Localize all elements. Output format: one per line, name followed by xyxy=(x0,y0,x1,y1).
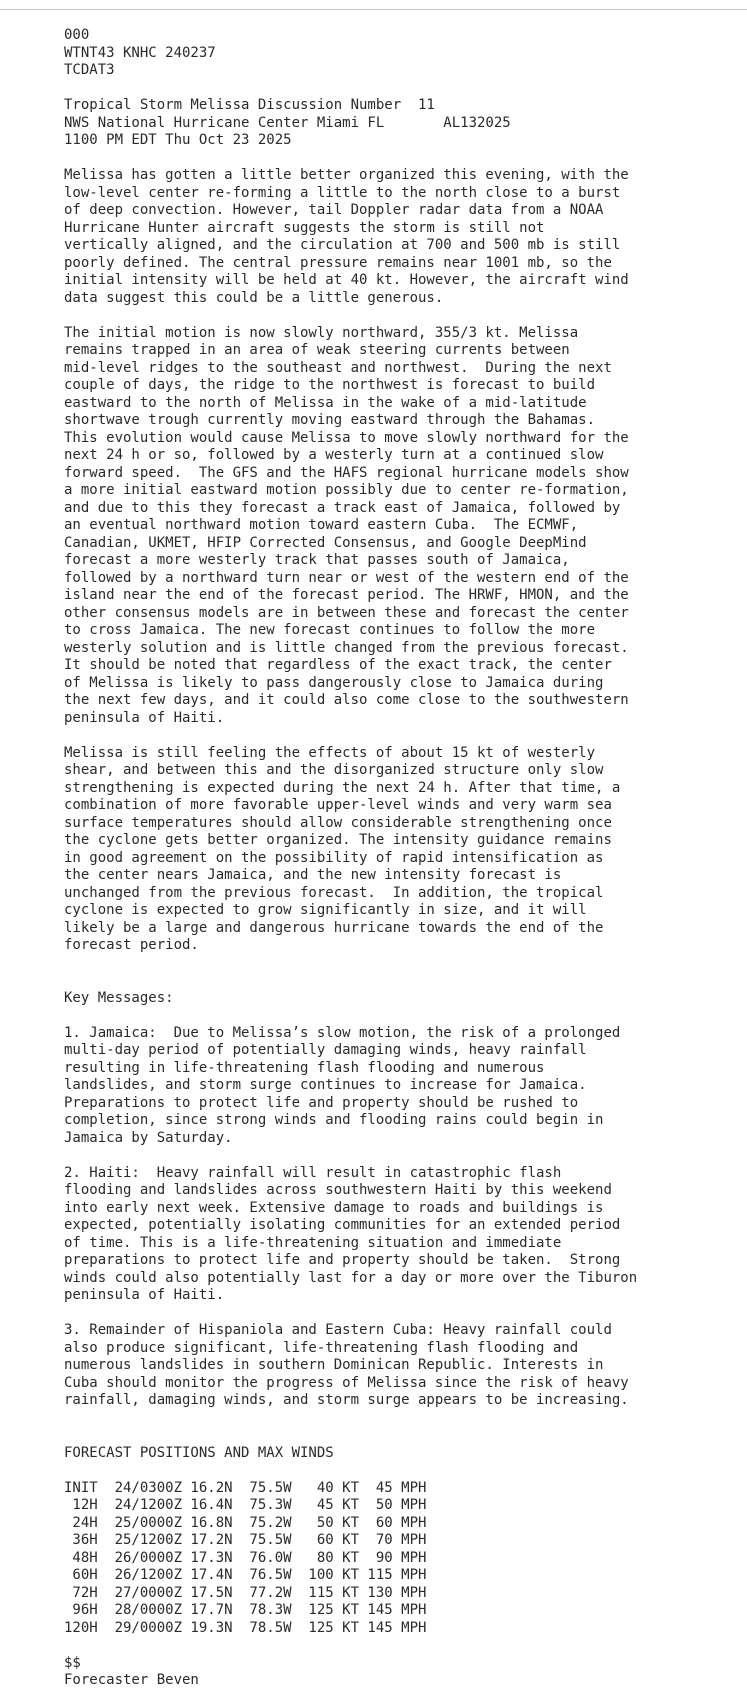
text-line: NWS National Hurricane Center Miami FL AL132025 xyxy=(64,114,511,131)
text-line: completion, since strong winds and flooding rains could begin in xyxy=(64,1112,604,1128)
blank-line xyxy=(64,1007,744,1025)
text-line: flooding and landslides across southwestern Haiti by this weekend xyxy=(64,1182,612,1198)
text-line: It should be noted that regardless of the exact track, the center xyxy=(64,657,612,673)
text-line: unchanged from the previous forecast. In addition, the tropical xyxy=(64,884,604,901)
blank-line xyxy=(64,727,744,745)
text-line: INIT 24/0300Z 16.2N 75.5W 40 KT 45 MPH xyxy=(64,1479,427,1496)
text-line: 60H 26/1200Z 17.4N 76.5W 100 KT 115 MPH xyxy=(64,1567,427,1583)
text-line: 72H 27/0000Z 17.5N 77.2W 115 KT 130 MPH xyxy=(64,1584,427,1601)
text-line: TCDAT3 xyxy=(64,62,115,78)
text-line: Preparations to protect life and property should be rushed to xyxy=(64,1094,579,1111)
text-line: westerly solution and is little changed from the previous forecast. xyxy=(64,639,629,656)
text-line: couple of days, the ridge to the northwest is forecast to build xyxy=(64,377,596,393)
text-line: initial intensity will be held at 40 kt. However, the aircraft wind xyxy=(64,272,629,288)
text-line: likely be a large and dangerous hurricane towards the end of the xyxy=(64,919,604,936)
text-line: shortwave trough currently moving eastward through the Bahamas. xyxy=(64,412,596,428)
text-line: FORECAST POSITIONS AND MAX WINDS xyxy=(64,1444,334,1461)
text-line: also produce significant, life-threatening flash flooding and xyxy=(64,1339,579,1356)
text-line: the next few days, and it could also come close to the southwestern xyxy=(64,692,629,708)
text-line: 12H 24/1200Z 16.4N 75.3W 45 KT 50 MPH xyxy=(64,1497,427,1513)
text-line: poorly defined. The central pressure remains near 1001 mb, so the xyxy=(64,254,612,271)
text-line: winds could also potentially last for a day or more over the Tiburon xyxy=(64,1269,638,1286)
text-line: The initial motion is now slowly northward, 355/3 kt. Melissa xyxy=(64,324,579,341)
text-line: Melissa has gotten a little better organized this evening, with the xyxy=(64,167,629,183)
text-line: of Melissa is likely to pass dangerously close to Jamaica during xyxy=(64,674,604,691)
text-line: peninsula of Haiti. xyxy=(64,1287,225,1303)
text-line: Melissa is still feeling the effects of about 15 kt of westerly xyxy=(64,744,596,761)
blank-line xyxy=(64,1305,744,1323)
text-line: This evolution would cause Melissa to move slowly northward for the xyxy=(64,429,629,446)
text-line: 120H 29/0000Z 19.3N 78.5W 125 KT 145 MPH xyxy=(64,1619,427,1636)
text-line: resulting in life-threatening flash flooding and numerous xyxy=(64,1059,545,1076)
text-line: 2. Haiti: Heavy rainfall will result in catastrophic flash xyxy=(64,1164,562,1181)
text-line: into early next week. Extensive damage to roads and buildings is xyxy=(64,1199,604,1216)
text-line: eastward to the north of Melissa in the wake of a mid-latitude xyxy=(64,394,587,411)
blank-line xyxy=(64,955,744,973)
discussion-text xyxy=(64,27,744,1690)
text-line: 48H 26/0000Z 17.3N 76.0W 80 KT 90 MPH xyxy=(64,1549,427,1566)
text-line: island near the end of the forecast period. The HRWF, HMON, and the xyxy=(64,587,629,603)
text-line: $$ xyxy=(64,1654,81,1671)
text-line: 000 xyxy=(64,27,90,43)
text-line: Key Messages: xyxy=(64,989,174,1006)
text-line: the cyclone gets better organized. The intensity guidance remains xyxy=(64,832,612,848)
text-line: and due to this they forecast a track east of Jamaica, followed by xyxy=(64,499,621,516)
text-line: Cuba should monitor the progress of Melissa since the risk of heavy xyxy=(64,1374,629,1391)
text-line: a more initial eastward motion possibly due to center re-formation, xyxy=(64,482,629,498)
blank-line xyxy=(64,972,744,990)
text-line: of time. This is a life-threatening situation and immediate xyxy=(64,1234,562,1251)
text-line: Canadian, UKMET, HFIP Corrected Consensus, and Google DeepMind xyxy=(64,534,587,551)
text-line: in good agreement on the possibility of rapid intensification as xyxy=(64,849,604,866)
text-line: Hurricane Hunter aircraft suggests the storm is still not xyxy=(64,219,545,236)
text-line: landslides, and storm surge continues to increase for Jamaica. xyxy=(64,1077,587,1093)
text-line: peninsula of Haiti. xyxy=(64,709,225,726)
blank-line xyxy=(64,1427,744,1445)
text-line: of deep convection. However, tail Doppler radar data from a NOAA xyxy=(64,202,604,218)
text-line: low-level center re-forming a little to the north close to a burst xyxy=(64,184,621,201)
text-line: Jamaica by Saturday. xyxy=(64,1129,233,1146)
text-line: to cross Jamaica. The new forecast continues to follow the more xyxy=(64,622,596,638)
text-line: mid-level ridges to the southeast and northwest. During the next xyxy=(64,359,612,376)
blank-line xyxy=(64,150,744,168)
blank-line xyxy=(64,307,744,325)
text-line: 96H 28/0000Z 17.7N 78.3W 125 KT 145 MPH xyxy=(64,1602,427,1618)
blank-line xyxy=(64,1147,744,1165)
text-line: followed by a northward turn near or west of the western end of the xyxy=(64,569,629,586)
text-line: Tropical Storm Melissa Discussion Number 11 xyxy=(64,97,435,113)
text-line: 1100 PM EDT Thu Oct 23 2025 xyxy=(64,132,292,148)
text-line: multi-day period of potentially damaging winds, heavy rainfall xyxy=(64,1042,587,1058)
top-divider xyxy=(0,9,747,10)
text-line: Forecaster Beven xyxy=(64,1672,199,1688)
text-line: preparations to protect life and property should be taken. Strong xyxy=(64,1252,621,1268)
text-line: cyclone is expected to grow significantly in size, and it will xyxy=(64,902,587,918)
text-line: strengthening is expected during the next 24 h. After that time, a xyxy=(64,779,621,796)
text-line: rainfall, damaging winds, and storm surge appears to be increasing. xyxy=(64,1392,629,1408)
text-line: WTNT43 KNHC 240237 xyxy=(64,44,216,61)
text-line: forward speed. The GFS and the HAFS regional hurricane models show xyxy=(64,464,629,481)
text-line: vertically aligned, and the circulation at 700 and 500 mb is still xyxy=(64,237,621,253)
text-line: numerous landslides in southern Dominican Republic. Interests in xyxy=(64,1357,604,1373)
text-line: combination of more favorable upper-level winds and very warm sea xyxy=(64,797,612,813)
text-line: data suggest this could be a little generous. xyxy=(64,289,444,306)
text-line: other consensus models are in between these and forecast the center xyxy=(64,604,629,621)
text-line: forecast a more westerly track that passes south of Jamaica, xyxy=(64,552,570,568)
text-line: an eventual northward motion toward eastern Cuba. The ECMWF, xyxy=(64,517,579,533)
text-line: next 24 h or so, followed by a westerly turn at a continued slow xyxy=(64,447,604,463)
text-line: remains trapped in an area of weak steering currents between xyxy=(64,342,570,358)
text-line: 1. Jamaica: Due to Melissa’s slow motion, the risk of a prolonged xyxy=(64,1024,621,1041)
text-line: surface temperatures should allow considerable strengthening once xyxy=(64,814,612,831)
text-line: 3. Remainder of Hispaniola and Eastern Cuba: Heavy rainfall could xyxy=(64,1322,612,1338)
text-line: 36H 25/1200Z 17.2N 75.5W 60 KT 70 MPH xyxy=(64,1532,427,1548)
text-line: forecast period. xyxy=(64,937,199,953)
text-line: shear, and between this and the disorganized structure only slow xyxy=(64,762,604,778)
text-line: the center nears Jamaica, and the new intensity forecast is xyxy=(64,867,562,883)
text-line: 24H 25/0000Z 16.8N 75.2W 50 KT 60 MPH xyxy=(64,1514,427,1531)
blank-line xyxy=(64,1462,744,1480)
blank-line xyxy=(64,80,744,98)
text-line: expected, potentially isolating communities for an extended period xyxy=(64,1217,621,1233)
blank-line xyxy=(64,1637,744,1655)
blank-line xyxy=(64,1410,744,1428)
